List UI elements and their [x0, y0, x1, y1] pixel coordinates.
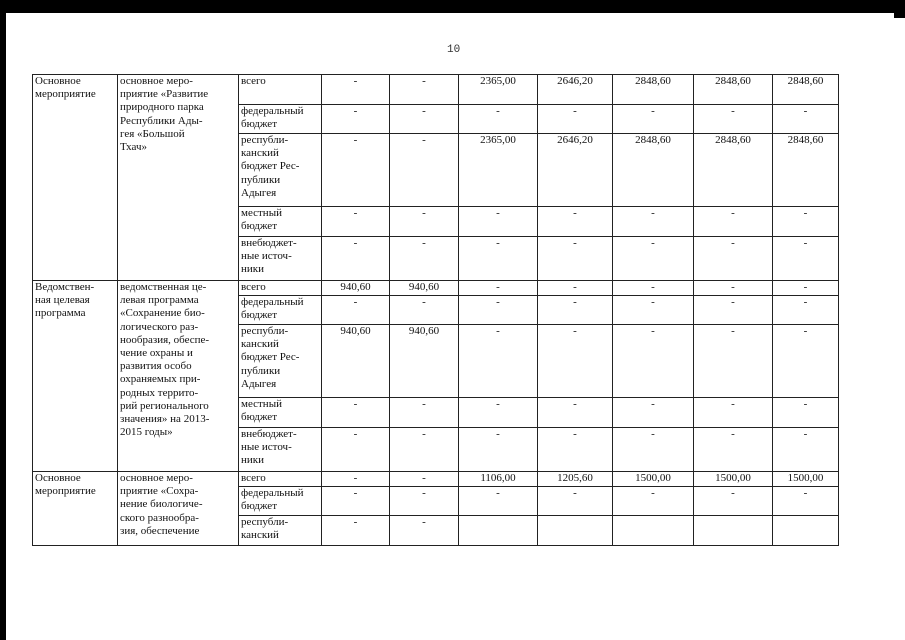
scan-border-left — [0, 0, 6, 640]
funding-source-cell: всего — [239, 75, 322, 105]
value-cell: - — [538, 237, 613, 281]
value-cell: - — [459, 105, 538, 134]
value-cell: - — [322, 516, 390, 546]
value-cell: - — [694, 325, 773, 398]
value-cell — [613, 516, 694, 546]
value-cell: 1106,00 — [459, 472, 538, 487]
value-cell: - — [459, 296, 538, 325]
funding-source-cell: федеральный бюджет — [239, 105, 322, 134]
value-cell: - — [390, 105, 459, 134]
activity-description-cell: ведомственная це- левая программа «Сохранение био- логического раз- нообразия, обеспе- чение охраны и развития особо охраняемых при- родных террито- рий регионального значения» на 2013- 2015 годы» — [118, 281, 239, 472]
value-cell — [459, 516, 538, 546]
funding-source-cell: внебюджет- ные источ- ники — [239, 428, 322, 472]
activity-description-cell: основное меро- приятие «Развитие природного парка Республики Ады- гея «Большой Тхач» — [118, 75, 239, 281]
table-row — [33, 472, 839, 487]
value-cell: - — [613, 296, 694, 325]
activity-type-cell: Основное мероприятие — [33, 75, 118, 281]
value-cell: - — [390, 487, 459, 516]
value-cell: - — [773, 296, 839, 325]
value-cell — [773, 516, 839, 546]
value-cell: - — [390, 398, 459, 428]
value-cell: - — [390, 296, 459, 325]
value-cell: - — [322, 296, 390, 325]
value-cell: - — [538, 207, 613, 237]
value-cell: 2848,60 — [694, 134, 773, 207]
value-cell: - — [322, 472, 390, 487]
value-cell: - — [538, 325, 613, 398]
value-cell: 940,60 — [390, 325, 459, 398]
value-cell: 2365,00 — [459, 75, 538, 105]
value-cell: - — [773, 281, 839, 296]
scan-border-top — [0, 0, 905, 13]
value-cell: - — [773, 207, 839, 237]
value-cell: - — [390, 237, 459, 281]
value-cell: - — [322, 487, 390, 516]
value-cell: - — [459, 398, 538, 428]
value-cell: - — [694, 105, 773, 134]
value-cell: - — [390, 516, 459, 546]
value-cell: - — [459, 281, 538, 296]
funding-source-cell: всего — [239, 281, 322, 296]
funding-source-cell: республи- канский бюджет Рес- публики Адыгея — [239, 134, 322, 207]
value-cell: - — [390, 472, 459, 487]
value-cell: 2848,60 — [613, 75, 694, 105]
value-cell: 1500,00 — [694, 472, 773, 487]
value-cell: - — [322, 75, 390, 105]
value-cell: - — [613, 325, 694, 398]
scan-border-right — [894, 0, 905, 18]
value-cell: - — [459, 487, 538, 516]
funding-source-cell: республи- канский — [239, 516, 322, 546]
value-cell: - — [459, 428, 538, 472]
value-cell: 2646,20 — [538, 134, 613, 207]
value-cell: - — [773, 325, 839, 398]
value-cell: 940,60 — [322, 281, 390, 296]
value-cell: - — [694, 428, 773, 472]
table-row — [33, 281, 839, 296]
value-cell: - — [322, 428, 390, 472]
value-cell: - — [613, 487, 694, 516]
activity-description-cell: основное меро- приятие «Сохра- нение биологиче- ского разнообра- зия, обеспечение — [118, 472, 239, 546]
value-cell: - — [773, 398, 839, 428]
value-cell: - — [459, 207, 538, 237]
funding-source-cell: федеральный бюджет — [239, 296, 322, 325]
value-cell: - — [322, 134, 390, 207]
value-cell: 2646,20 — [538, 75, 613, 105]
value-cell: - — [613, 207, 694, 237]
value-cell: - — [773, 487, 839, 516]
budget-table — [32, 74, 839, 546]
value-cell: - — [538, 487, 613, 516]
value-cell: - — [694, 296, 773, 325]
value-cell: 2848,60 — [773, 75, 839, 105]
value-cell: - — [773, 105, 839, 134]
value-cell: 1500,00 — [773, 472, 839, 487]
value-cell: - — [322, 105, 390, 134]
value-cell: 1500,00 — [613, 472, 694, 487]
value-cell: - — [773, 237, 839, 281]
funding-source-cell: местный бюджет — [239, 207, 322, 237]
value-cell — [694, 516, 773, 546]
value-cell: - — [773, 428, 839, 472]
table-row — [33, 75, 839, 105]
value-cell: - — [694, 398, 773, 428]
value-cell — [538, 516, 613, 546]
value-cell: - — [694, 281, 773, 296]
value-cell: - — [538, 105, 613, 134]
funding-source-cell: внебюджет- ные источ- ники — [239, 237, 322, 281]
value-cell: - — [322, 398, 390, 428]
value-cell: - — [613, 398, 694, 428]
funding-source-cell: республи- канский бюджет Рес- публики Адыгея — [239, 325, 322, 398]
value-cell: - — [538, 281, 613, 296]
value-cell: - — [459, 325, 538, 398]
value-cell: - — [390, 428, 459, 472]
funding-source-cell: всего — [239, 472, 322, 487]
value-cell: 2848,60 — [773, 134, 839, 207]
value-cell: - — [538, 398, 613, 428]
funding-source-cell: федеральный бюджет — [239, 487, 322, 516]
value-cell: 2365,00 — [459, 134, 538, 207]
page-number: 10 — [447, 44, 461, 56]
value-cell: 2848,60 — [613, 134, 694, 207]
value-cell: - — [694, 207, 773, 237]
value-cell: - — [322, 207, 390, 237]
value-cell: - — [459, 237, 538, 281]
value-cell: 940,60 — [322, 325, 390, 398]
activity-type-cell: Основное мероприятие — [33, 472, 118, 546]
value-cell: - — [613, 237, 694, 281]
value-cell: - — [322, 237, 390, 281]
value-cell: 1205,60 — [538, 472, 613, 487]
value-cell: 940,60 — [390, 281, 459, 296]
value-cell: - — [538, 428, 613, 472]
value-cell: - — [613, 281, 694, 296]
value-cell: - — [694, 237, 773, 281]
value-cell: - — [694, 487, 773, 516]
funding-source-cell: местный бюджет — [239, 398, 322, 428]
value-cell: - — [390, 75, 459, 105]
value-cell: - — [390, 134, 459, 207]
value-cell: - — [538, 296, 613, 325]
value-cell: - — [390, 207, 459, 237]
value-cell: - — [613, 105, 694, 134]
table-body — [33, 75, 839, 546]
value-cell: - — [613, 428, 694, 472]
value-cell: 2848,60 — [694, 75, 773, 105]
activity-type-cell: Ведомствен- ная целевая программа — [33, 281, 118, 472]
